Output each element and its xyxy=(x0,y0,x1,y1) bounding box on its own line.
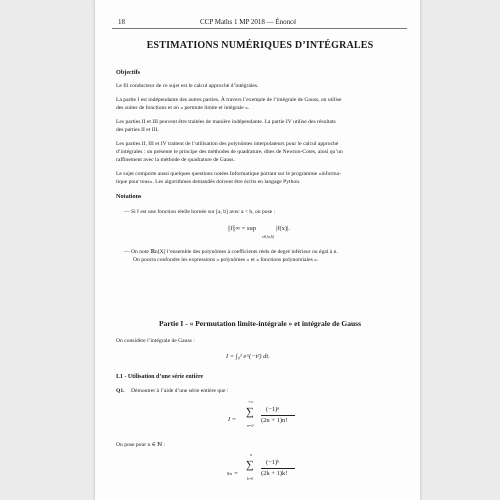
objectifs-line: tique pour tous». Les algorithmes demandés doivent être écrits en langage Python. xyxy=(116,179,301,185)
partial-sum-numerator: (−1)ᵏ xyxy=(266,459,280,466)
gauss-integral: I = ∫₀¹ e^(−t²) dt. xyxy=(226,353,270,360)
series-denominator: (2n + 1)n! xyxy=(261,417,288,424)
objectifs-heading: Objectifs xyxy=(116,69,141,76)
partial-sum-fraction-bar xyxy=(261,468,295,469)
objectifs-line: Les parties II et III peuvent être traitées de manière indépendante. La partie IV utilise des résultats xyxy=(116,119,336,125)
page-title: ESTIMATIONS NUMÉRIQUES D’INTÉGRALES xyxy=(146,40,374,51)
series-lower-bound: n=0 xyxy=(247,424,254,428)
series-lhs: I = xyxy=(228,416,237,423)
notation-item-2: — On note ℝn[X] l’ensemble des polynômes à coefficients réels de degré inférieur ou égal à n. xyxy=(124,249,338,255)
notations-heading: Notations xyxy=(116,193,142,200)
norm-rhs: |f(x)|. xyxy=(276,225,290,232)
partial-sum-lhs: sₙ = xyxy=(227,470,239,477)
objectifs-line: Le fil conducteur de ce sujet est le calcul approché d’intégrales. xyxy=(116,83,259,89)
question-text: Démontrer à l’aide d’une série entière que : xyxy=(131,388,229,394)
objectifs-line: Les parties II, III et IV traitent de l’utilisation des polynômes interpolateurs pour le calcul approché xyxy=(116,141,339,147)
norm-lhs: ||f||∞ = sup xyxy=(228,225,256,232)
objectifs-line: des suites de fonctions et on « permute limite et intégrale ». xyxy=(116,105,250,111)
sum-sign: ∑ xyxy=(246,406,254,418)
notation-item-1: — Si f est une fonction réelle bornée sur [a, b] avec a < b, on pose : xyxy=(124,209,276,215)
running-header: CCP Maths 1 MP 2018 — Énoncé xyxy=(200,18,297,26)
partial-sum-upper-bound: n xyxy=(250,453,252,457)
series-fraction-bar xyxy=(261,415,295,416)
objectifs-line: des parties II et III. xyxy=(116,127,159,133)
right-background xyxy=(420,0,500,500)
left-background xyxy=(0,0,95,500)
definition-intro: On pose pour n ∈ ℕ : xyxy=(116,442,166,448)
objectifs-line: raffinement avec la méthode de quadrature de Gauss. xyxy=(116,157,235,163)
page-number: 18 xyxy=(118,18,125,26)
part-title: Partie I - « Permutation limite-intégrale » et intégrale de Gauss xyxy=(158,319,362,328)
part-intro: On considère l’intégrale de Gauss : xyxy=(116,338,195,344)
series-upper-bound: +∞ xyxy=(248,400,254,404)
partial-sum-sign: ∑ xyxy=(246,459,254,471)
partial-sum-denominator: (2k + 1)k! xyxy=(261,470,288,477)
header-rule xyxy=(112,28,407,29)
series-numerator: (−1)ⁿ xyxy=(266,406,280,413)
objectifs-line: d’intégrales : on présente le principe des méthodes de quadrature, dites de Newton-Cotes, ainsi qu’un xyxy=(116,149,343,155)
objectifs-line: Le sujet comporte aussi quelques questions notées Informatique portant sur le programme «informa- xyxy=(116,171,341,177)
section-heading: I.1 - Utilisation d’une série entière xyxy=(116,374,204,380)
notation-item-2-continued: On pourra confondre les expressions « polynômes » et « fonctions polynomiales ». xyxy=(133,257,319,263)
partial-sum-lower-bound: k=0 xyxy=(247,477,254,481)
question-label: Q1. xyxy=(116,388,125,394)
objectifs-line: La partie I est indépendante des autres parties. À travers l’exemple de l’intégrale de Gauss, on utilise xyxy=(116,97,342,103)
norm-sub: x∈[a,b] xyxy=(262,235,275,239)
